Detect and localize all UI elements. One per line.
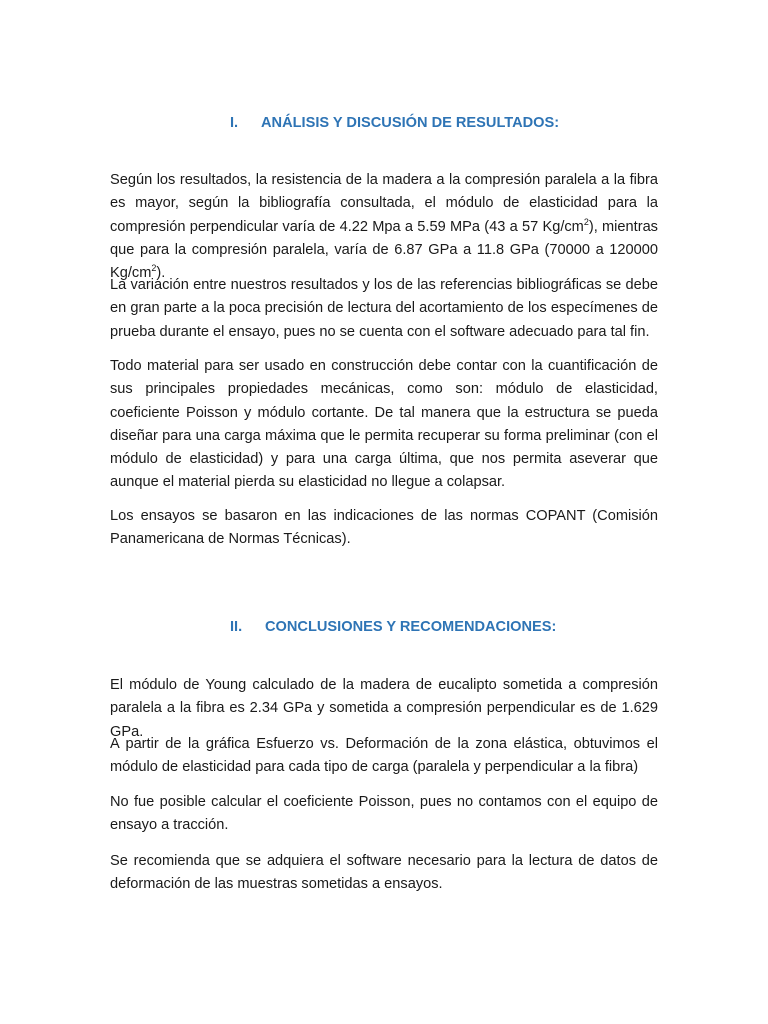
section-2-paragraph-3: No fue posible calcular el coeficiente Poisson, pues no contamos con el equipo de ensayo a tracción. <box>110 794 658 834</box>
section-2-number: II. <box>230 619 243 635</box>
section-1-paragraph-3: Todo material para ser usado en construcción debe contar con la cuantificación de sus principales propiedades mecánicas, como son: módulo de elasticidad, coeficiente Poisson y módulo cortante. De tal manera que la estructura se pueda diseñar para una carga máxima que le permita recuperar su forma preliminar (con el módulo de elasticidad) y para una carga última, que nos permita aseverar que aunque el material pierda su elasticidad no llegue a colapsar. <box>110 358 658 491</box>
section-1-number: I. <box>230 115 239 131</box>
section-2-paragraph-2: A partir de la gráfica Esfuerzo vs. Deformación de la zona elástica, obtuvimos el módulo de elasticidad para cada tipo de carga (paralela y perpendicular a la fibra) <box>110 736 658 776</box>
section-1-paragraph-4: Los ensayos se basaron en las indicaciones de las normas COPANT (Comisión Panamericana de Normas Técnicas). <box>110 508 658 548</box>
section-2-paragraph-4: Se recomienda que se adquiera el software necesario para la lectura de datos de deformación de las muestras sometidas a ensayos. <box>110 853 658 893</box>
superscript: 2 <box>583 216 589 227</box>
section-1-paragraph-1: Según los resultados, la resistencia de la madera a la compresión paralela a la fibra es mayor, según la bibliografía consultada, el módulo de elasticidad para la compresión perpendicular varía de 4.22 Mpa a 5.59 MPa (43 a 57 $Kg/cm^2$), mientras que para la compresión paralela, varía de 6.87 GPa a 11.8 GPa (70000 a 120000 $Kg/cm^2$). <box>110 172 658 282</box>
section-2-title: CONCLUSIONES Y RECOMENDACIONES: <box>265 619 557 635</box>
superscript: 2 <box>151 263 157 274</box>
section-1-paragraph-2: La variación entre nuestros resultados y los de las referencias bibliográficas se debe en gran parte a la poca precisión de lectura del acortamiento de los especímenes de prueba durante el ensayo, pues no se cuenta con el software adecuado para tal fin. <box>110 277 658 340</box>
section-2-paragraph-1: El módulo de Young calculado de la madera de eucalipto sometida a compresión paralela a la fibra es 2.34 GPa y sometida a compresión perpendicular es de 1.629 GPa. <box>110 677 658 740</box>
section-1-title: ANÁLISIS Y DISCUSIÓN DE RESULTADOS: <box>261 115 560 131</box>
